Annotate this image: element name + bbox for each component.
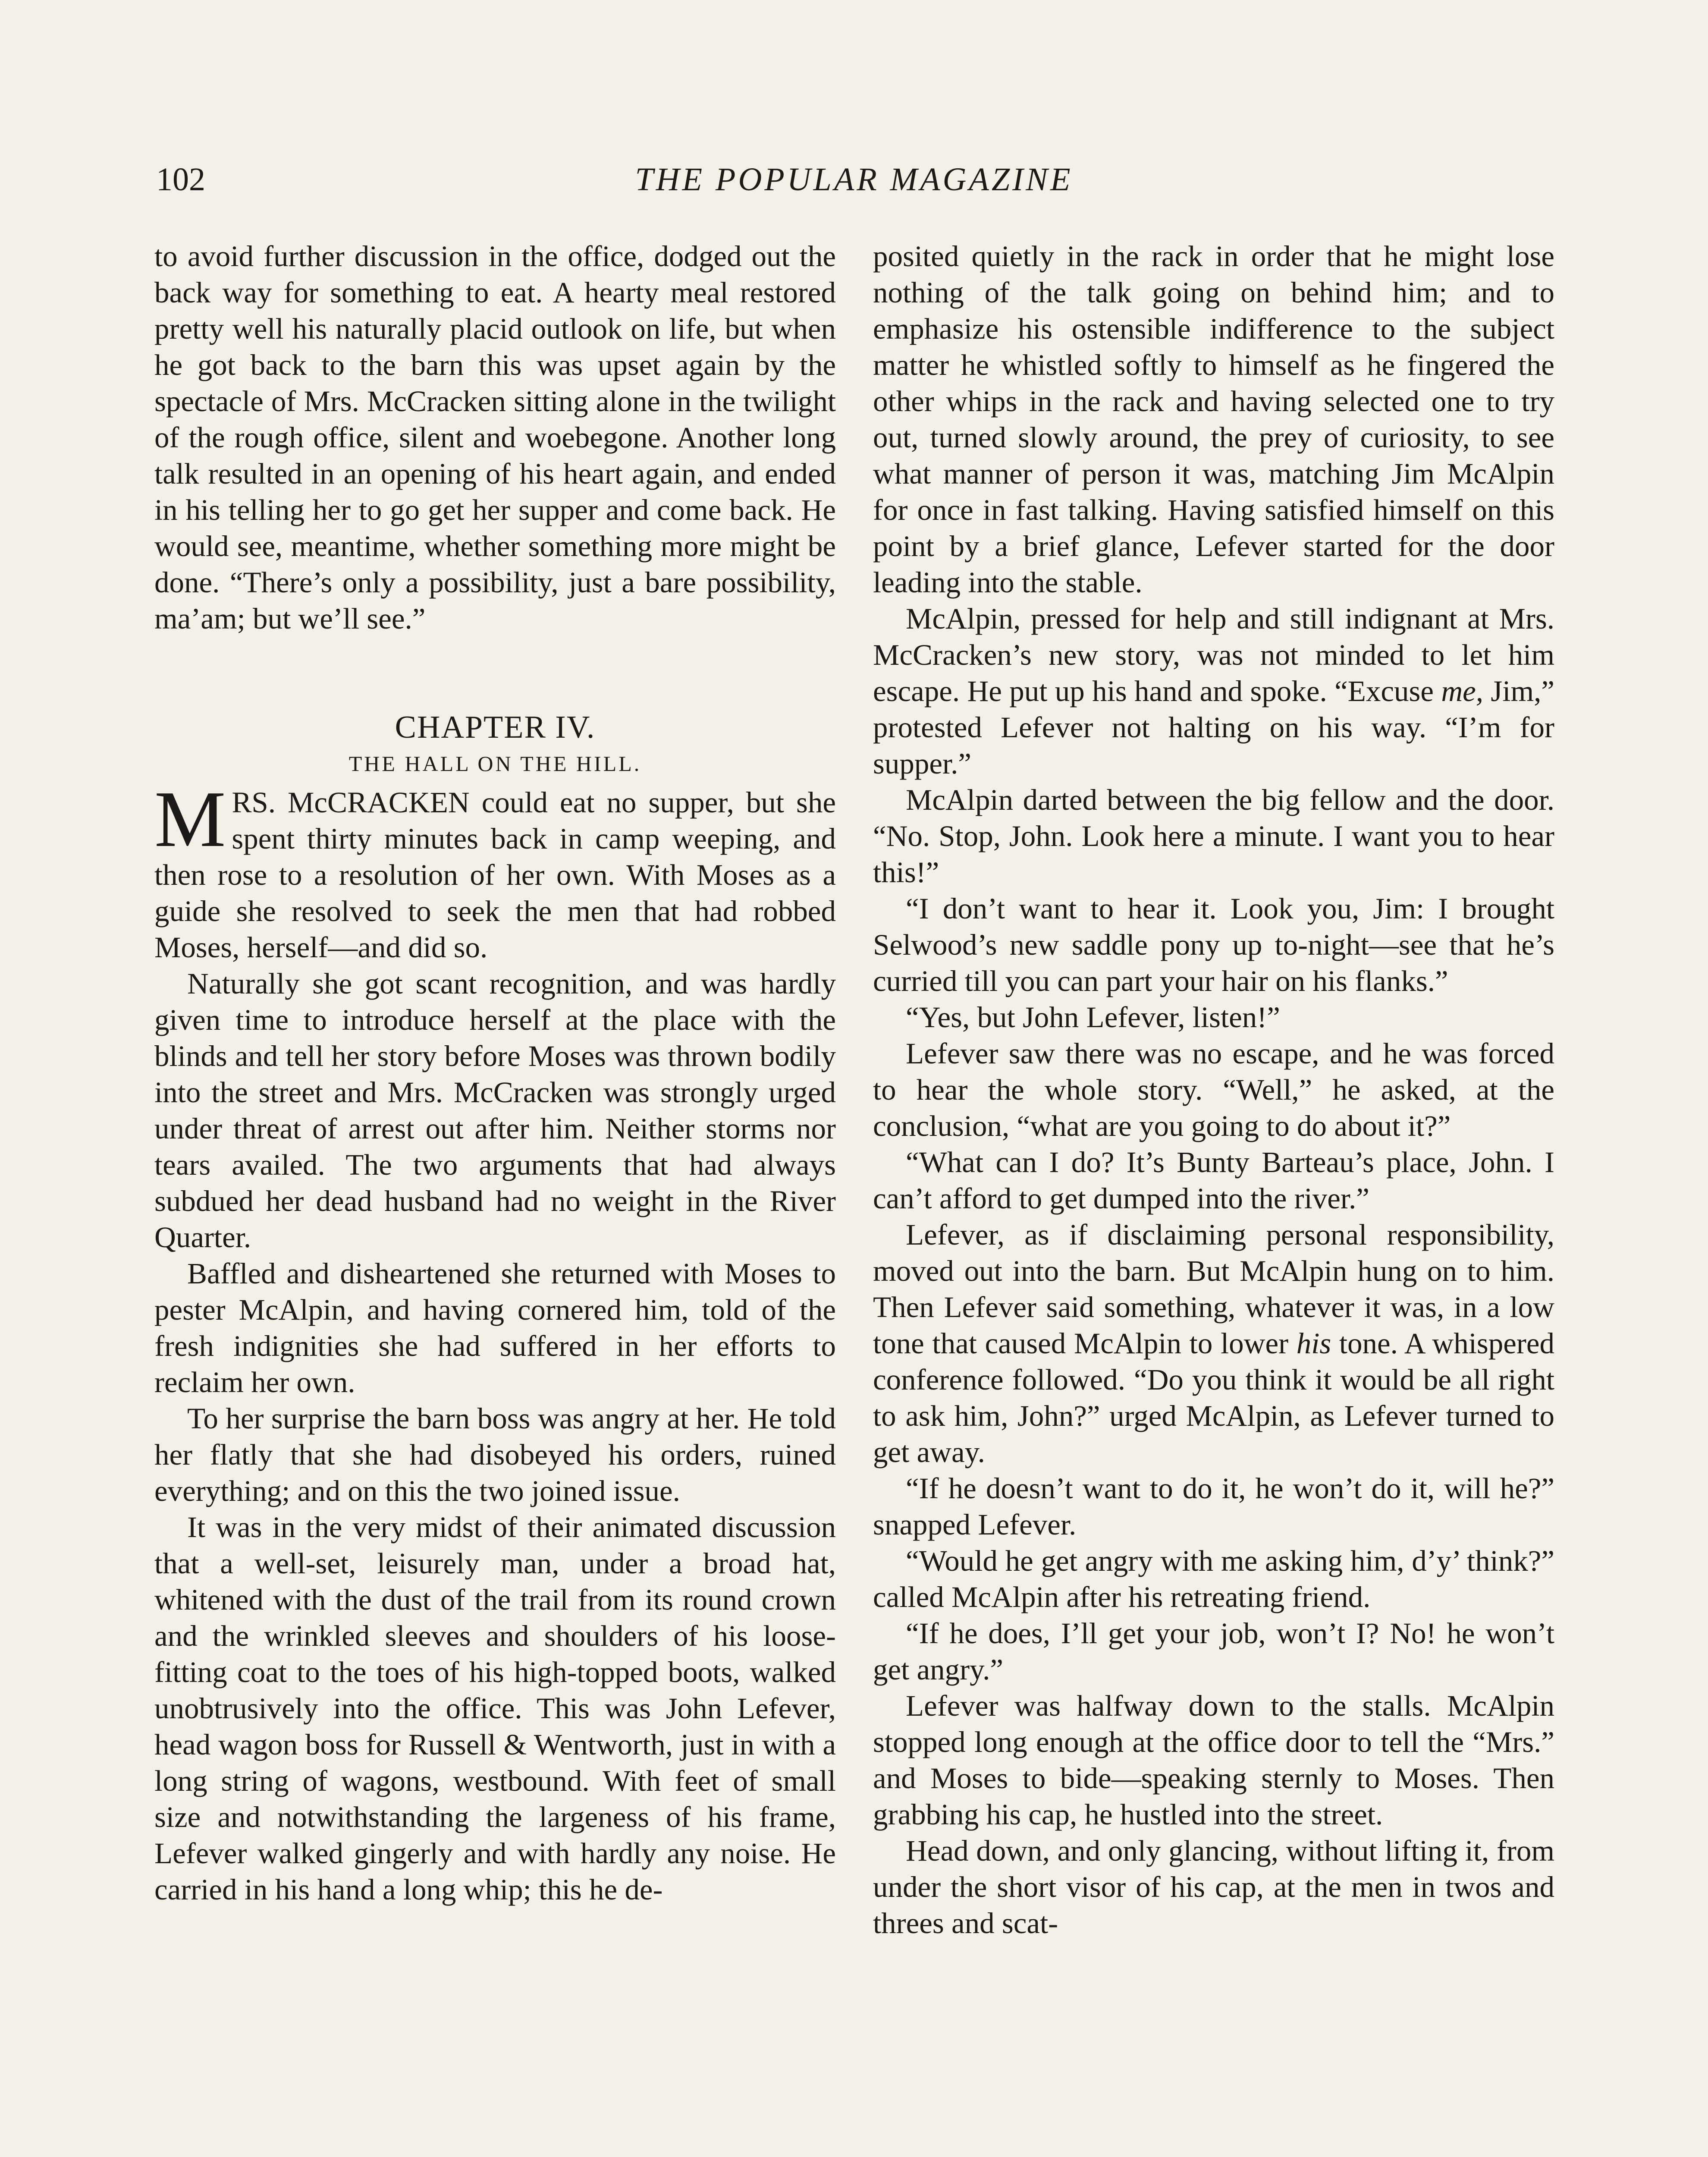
paragraph: posited quietly in the rack in order that he might lose nothing of the talk going on behind him; and to emphasize his ostensible indifference to the subject matter he whistled softly to himself as he fingered the other whips in the rack and having selected one to try out, turned slowly around, the prey of curiosity, to see what manner of person it was, matching Jim McAlpin for once in fast talking. Having satisfied himself on this point by a brief glance, Lefever started for the door leading into the stable. bbox=[873, 240, 1554, 599]
running-head: THE POPULAR MAGAZINE bbox=[635, 161, 1073, 198]
paragraph-text: RS. McCRACKEN could eat no supper, but she spent thirty minutes back in camp weeping, and then rose to a resolution of her own. With Moses as a guide she resolved to seek the men that had robbed Moses, herself—and did so. bbox=[154, 786, 836, 964]
paragraph: to avoid further discussion in the office, dodged out the back way for something to eat. A hearty meal restored pretty well his naturally placid outlook on life, but when he got back to the barn this was upset again by the spectacle of Mrs. McCracken sitting alone in the twilight of the rough office, silent and woebegone. Another long talk resulted in an opening of his heart again, and ended in his telling her to go get her supper and come back. He would see, meantime, whether something more might be done. “There’s only a possibility, just a bare possibility, ma’am; but we’ll see.” bbox=[154, 240, 836, 635]
paragraph-text: McAlpin, pressed for help and still indignant at Mrs. McCracken’s new story, was not minded to let him escape. He put up his hand and spoke. “Excuse bbox=[873, 602, 1554, 707]
paragraph-text: Jim,” protested Lefever not halting on his way. “I’m for supper.” bbox=[873, 675, 1554, 780]
paragraph: “Yes, but John Lefever, listen!” bbox=[906, 1001, 1280, 1034]
paragraph: Lefever was halfway down to the stalls. McAlpin stopped long enough at the office door to tell the “Mrs.” and Moses to bide—speaking sternly to Moses. Then grabbing his cap, he hustled into the street. bbox=[873, 1689, 1554, 1831]
paragraph: Naturally she got scant recognition, and was hardly given time to introduce herself at the place with the blinds and tell her story before Moses was thrown bodily into the street and Mrs. McCracken was strongly urged under threat of arrest out after him. Neither storms nor tears availed. The two arguments that had always subdued her dead husband had no weight in the River Quarter. bbox=[154, 967, 836, 1254]
paragraph: It was in the very midst of their animated discussion that a well-set, leisurely man, under a broad hat, whitened with the dust of the trail from its round crown and the wrinkled sleeves and shoulders of his loose-fitting coat to the toes of his high-topped boots, walked unobtrusively into the office. This was John Lefever, head wagon boss for Russell & Wentworth, just in with a long string of wagons, westbound. With feet of small size and notwithstanding the largeness of his frame, Lefever walked gingerly and with hardly any noise. He carried in his hand a long whip; this he de- bbox=[154, 1511, 836, 1906]
paragraph: “I don’t want to hear it. Look you, Jim: I brought Selwood’s new saddle pony up to-night—see that he’s curried till you can part your hair on his flanks.” bbox=[873, 892, 1554, 997]
paragraph: Lefever saw there was no escape, and he was forced to hear the whole story. “Well,” he asked, at the conclusion, “what are you going to do about it?” bbox=[873, 1037, 1554, 1142]
paragraph bbox=[873, 1217, 1554, 1470]
paragraph: “Would he get angry with me asking him, d’y’ think?” called McAlpin after his retreating friend. bbox=[873, 1544, 1554, 1613]
paragraph: Head down, and only glancing, without lifting it, from under the short visor of his cap, at the men in twos and threes and scat- bbox=[873, 1834, 1554, 1940]
emphasis: me, bbox=[1441, 675, 1484, 707]
paragraph-text: tone. A whispered conference followed. “Do you think it would be all right to ask him, John?” urged McAlpin, as Lefever turned to get away. bbox=[873, 1327, 1554, 1468]
chapter-opening-paragraph bbox=[154, 775, 836, 965]
paragraph: McAlpin darted between the big fellow and the door. “No. Stop, John. Look here a minute. I want you to hear this!” bbox=[873, 783, 1554, 889]
chapter-subtitle: THE HALL ON THE HILL. bbox=[349, 751, 642, 776]
chapter-heading: CHAPTER IV. bbox=[395, 710, 596, 745]
paragraph-text: Lefever, as if disclaiming personal responsibility, moved out into the barn. But McAlpin hung on to him. Then Lefever said something, whatever it was, in a low tone that caused McAlpin to lower bbox=[873, 1218, 1554, 1360]
paragraph: Baffled and disheartened she returned with Moses to pester McAlpin, and having cornered him, told of the fresh indignities she had suffered in her efforts to reclaim her own. bbox=[154, 1257, 836, 1399]
paragraph bbox=[873, 601, 1554, 782]
page-number: 102 bbox=[156, 161, 205, 198]
paragraph: “If he doesn’t want to do it, he won’t do it, will he?” snapped Lefever. bbox=[873, 1472, 1554, 1541]
left-column bbox=[154, 238, 836, 1908]
emphasis: his bbox=[1296, 1327, 1331, 1360]
paragraph: “If he does, I’ll get your job, won’t I? No! he won’t get angry.” bbox=[873, 1617, 1554, 1686]
right-column bbox=[873, 238, 1554, 1941]
paragraph: “What can I do? It’s Bunty Barteau’s place, John. I can’t afford to get dumped into the river.” bbox=[873, 1146, 1554, 1215]
paragraph: To her surprise the barn boss was angry at her. He told her flatly that she had disobeyed his orders, ruined everything; and on this the two joined issue. bbox=[154, 1402, 836, 1507]
drop-cap: M bbox=[154, 775, 226, 864]
